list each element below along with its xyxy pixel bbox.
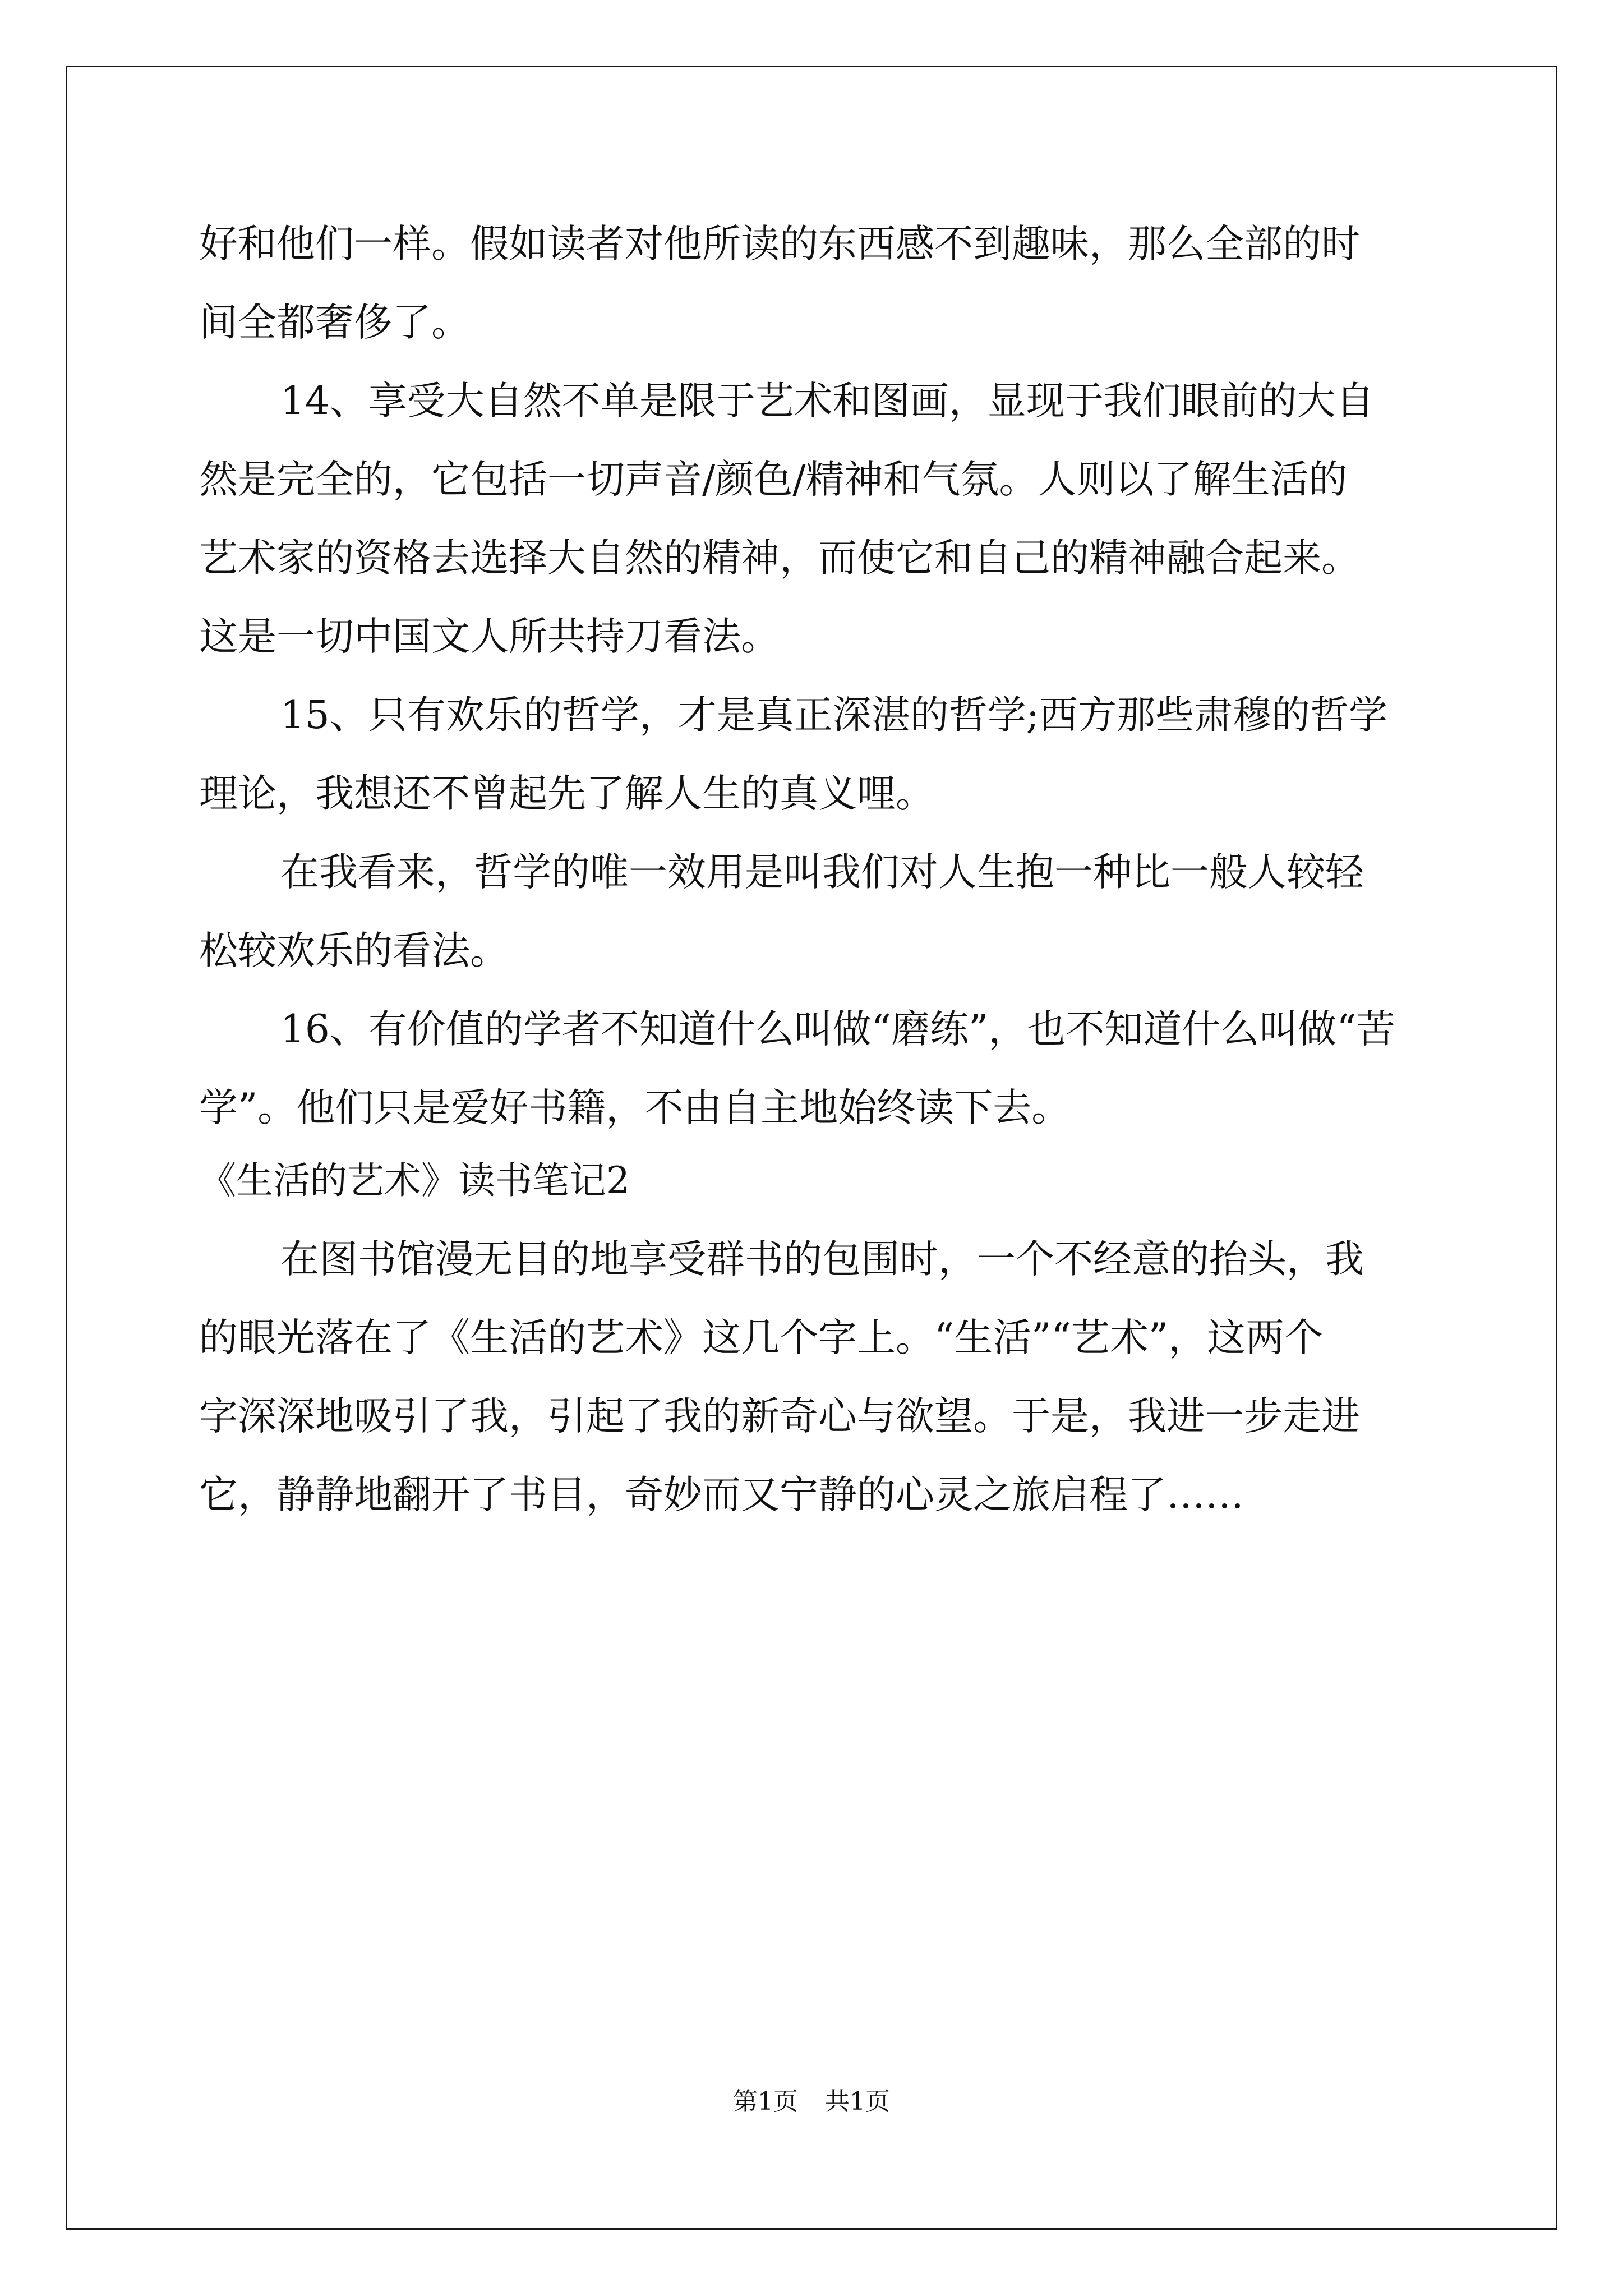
text-line: 这是一切中国文人所共持刀看法。 [199,614,780,659]
text-line: 14、享受大自然不单是限于艺术和图画，显现于我们眼前的大自 [280,379,1375,424]
page-footer [0,2088,1623,2116]
text-line: 的眼光落在了《生活的艺术》这几个字上。“生活”“艺术”，这两个 [199,1315,1324,1360]
text-line: 理论，我想还不曾起先了解人生的真义哩。 [199,771,934,816]
text-line: 在我看来，哲学的唯一效用是叫我们对人生抱一种比一般人较轻 [280,850,1364,895]
text-line: 艺术家的资格去选择大自然的精神，而使它和自己的精神融合起来。 [199,536,1360,581]
text-line: 在图书馆漫无目的地享受群书的包围时，一个不经意的抬头，我 [280,1237,1364,1282]
page-number: 第1页 [733,2087,798,2116]
text-line: 字深深地吸引了我，引起了我的新奇心与欲望。于是，我进一步走进 [199,1394,1360,1439]
text-line: 间全都奢侈了。 [199,300,470,345]
text-line: 15、只有欢乐的哲学，才是真正深湛的哲学;西方那些肃穆的哲学 [280,693,1388,738]
text-line: 它，静静地翻开了书目，奇妙而又宁静的心灵之旅启程了…… [199,1473,1244,1517]
text-line: 16、有价值的学者不知道什么叫做“磨练”，也不知道什么叫做“苦 [280,1007,1395,1052]
text-line: 好和他们一样。假如读者对他所读的东西感不到趣味，那么全部的时 [199,222,1360,266]
section-heading: 《生活的艺术》读书笔记2 [199,1159,630,1202]
page-total: 共1页 [825,2087,890,2116]
text-line: 然是完全的，它包括一切声音/颜色/精神和气氛。人则以了解生活的 [199,457,1348,502]
text-line: 松较欢乐的看法。 [199,928,509,973]
text-line: 学”。他们只是爱好书籍，不由自主地始终读下去。 [199,1085,1071,1130]
